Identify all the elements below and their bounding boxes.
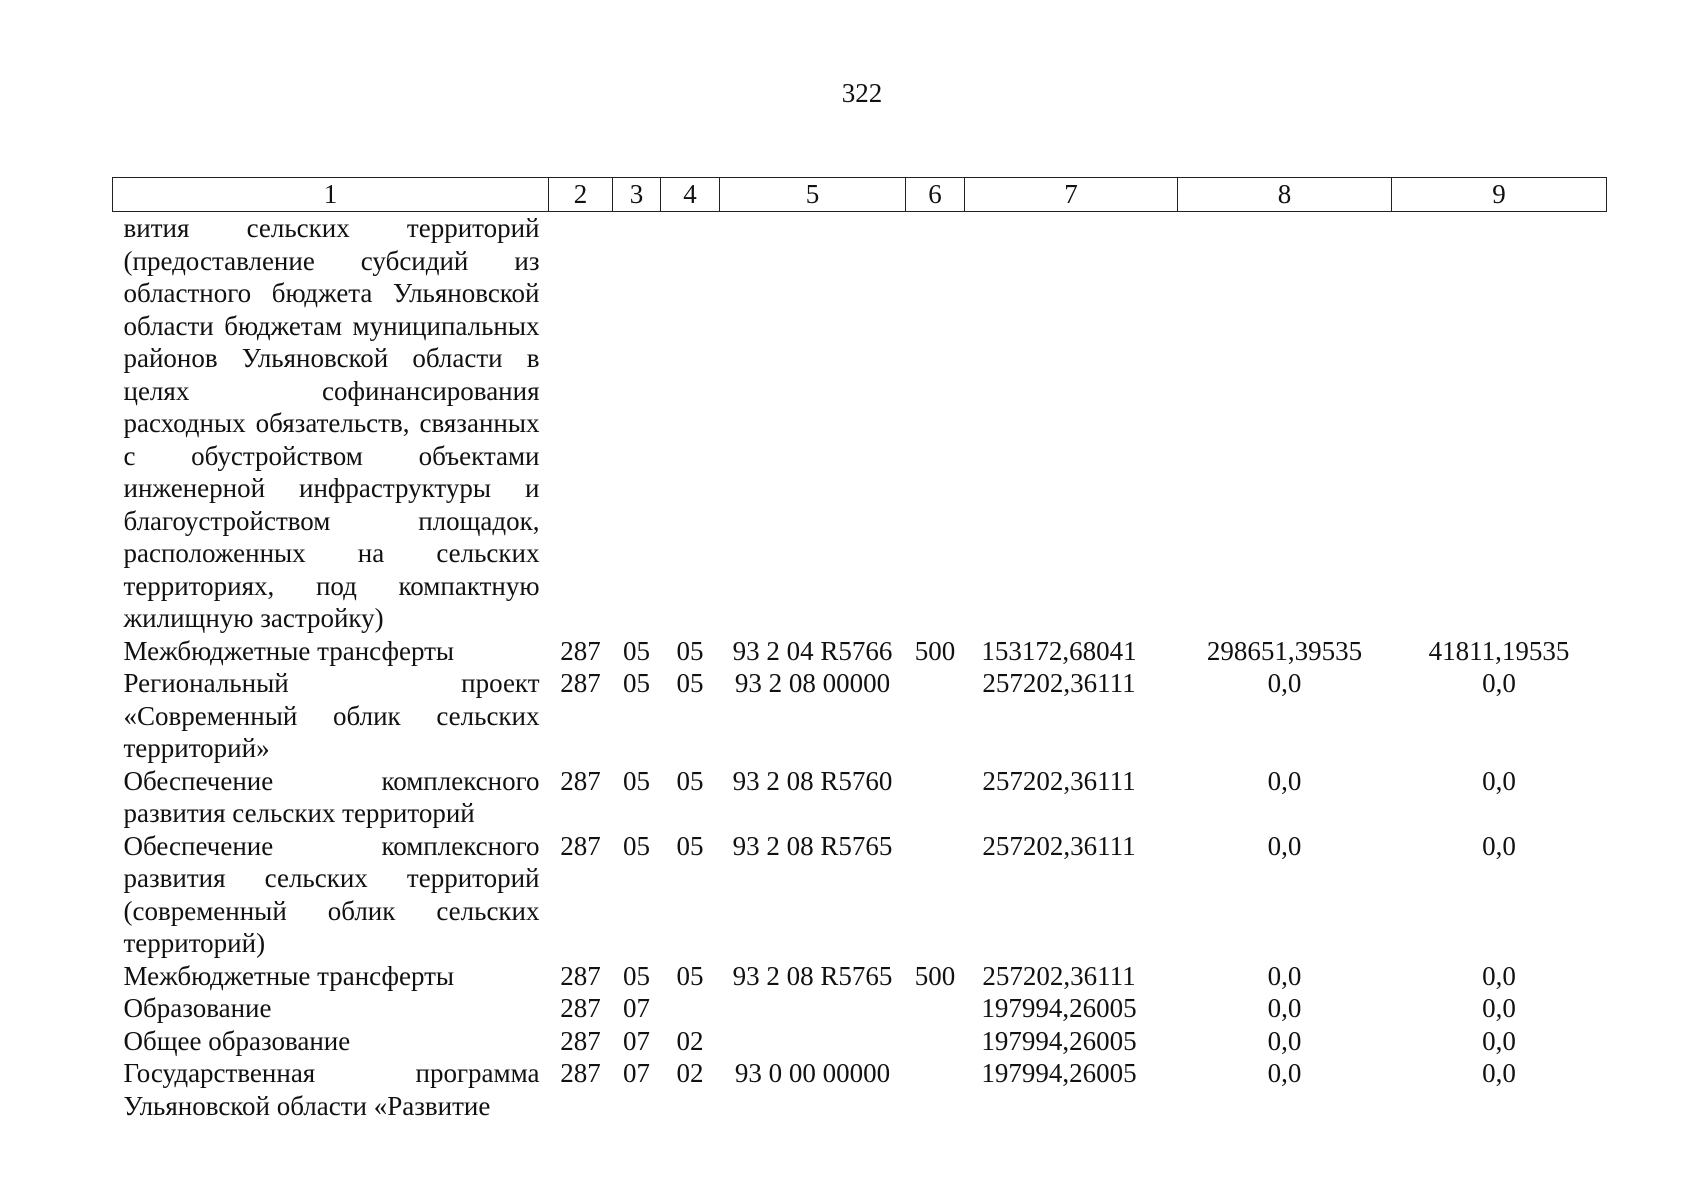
row-amount-col9: 41811,19535 xyxy=(1428,635,1570,666)
row-admin-code: 287 xyxy=(560,635,601,666)
row-amount-col7: 257202,36111 xyxy=(982,830,1136,861)
row-admin-code: 287 xyxy=(560,993,601,1023)
row-subsection: 05 xyxy=(676,960,704,991)
row-expense-type xyxy=(906,667,965,765)
table-row xyxy=(113,1057,1607,1122)
header-cell-4: 4 xyxy=(661,178,720,212)
row-target-article xyxy=(720,992,906,1025)
header-cell-2: 2 xyxy=(549,178,613,212)
row-subsection xyxy=(661,212,720,635)
header-cell-7: 7 xyxy=(965,178,1178,212)
row-amount-col9: 0,0 xyxy=(1482,1025,1516,1056)
row-amount-col8: 0,0 xyxy=(1267,668,1302,698)
row-amount-col9 xyxy=(1392,212,1607,635)
row-target-article: 93 2 08 R5765 xyxy=(732,830,893,861)
row-subsection xyxy=(661,992,720,1025)
page-number: 322 xyxy=(841,78,883,108)
row-amount-col8: 0,0 xyxy=(1267,830,1302,861)
table-row xyxy=(113,212,1607,635)
row-amount-col7: 197994,26005 xyxy=(981,1058,1137,1088)
row-amount-col8: 298651,39535 xyxy=(1206,635,1363,666)
budget-table xyxy=(112,177,1607,1122)
row-section: 07 xyxy=(623,993,650,1023)
row-section: 05 xyxy=(623,960,650,991)
row-admin-code: 287 xyxy=(560,960,601,991)
row-amount-col8 xyxy=(1178,212,1392,635)
row-section: 05 xyxy=(623,668,650,698)
row-amount-col8: 0,0 xyxy=(1267,765,1302,796)
row-expense-type xyxy=(906,1057,965,1122)
row-amount-col7 xyxy=(965,212,1178,635)
row-amount-col9: 0,0 xyxy=(1482,960,1516,991)
table-row xyxy=(113,960,1607,993)
row-admin-code xyxy=(549,212,613,635)
row-expense-type xyxy=(906,1025,965,1058)
row-name: Межбюджетные трансферты xyxy=(123,635,455,666)
table-header xyxy=(113,178,1607,212)
row-amount-col7: 153172,68041 xyxy=(981,635,1137,666)
row-target-article xyxy=(720,212,906,635)
row-name: Общее образование xyxy=(123,1025,351,1056)
row-amount-col7: 257202,36111 xyxy=(982,960,1136,991)
row-admin-code: 287 xyxy=(560,1058,601,1088)
row-expense-type xyxy=(906,765,965,830)
row-target-article: 93 2 08 00000 xyxy=(734,668,891,698)
row-expense-type xyxy=(906,992,965,1025)
header-row xyxy=(113,178,1607,212)
row-subsection: 05 xyxy=(676,668,704,698)
row-name: Образование xyxy=(123,993,272,1023)
table-row xyxy=(113,992,1607,1025)
row-name: Межбюджетные трансферты xyxy=(123,960,455,991)
table-row xyxy=(113,1025,1607,1058)
header-cell-8: 8 xyxy=(1178,178,1392,212)
row-subsection: 02 xyxy=(676,1058,704,1088)
table-row xyxy=(113,830,1607,960)
row-subsection: 05 xyxy=(676,765,704,796)
row-name: вития сельских территорий (предоставление субсидий из областного бюджета Ульяновской области бюджетам муниципальных районов Ульяновской области в целях софинансирования расходных обязательств, связанных с обустройством объектами инженерной инфраструктуры и благоустройством площадок, расположенных на сельских территориях, под компактную жилищную застройку) xyxy=(123,213,540,633)
row-admin-code: 287 xyxy=(560,765,601,796)
row-amount-col8: 0,0 xyxy=(1267,993,1302,1023)
row-admin-code: 287 xyxy=(560,668,601,698)
row-name: Обеспечение комплексного развития сельских территорий (современный облик сельских территорий) xyxy=(123,830,540,958)
row-amount-col7: 197994,26005 xyxy=(981,1025,1137,1056)
header-cell-5: 5 xyxy=(720,178,906,212)
table-row xyxy=(113,667,1607,765)
header-cell-1: 1 xyxy=(113,178,549,212)
row-expense-type: 500 xyxy=(914,635,956,666)
row-amount-col9: 0,0 xyxy=(1482,830,1516,861)
row-amount-col9: 0,0 xyxy=(1482,1058,1516,1088)
row-section: 07 xyxy=(623,1058,650,1088)
row-section xyxy=(613,212,661,635)
row-amount-col7: 197994,26005 xyxy=(981,993,1137,1023)
table-body xyxy=(113,212,1607,1123)
row-admin-code: 287 xyxy=(560,830,601,861)
table-row xyxy=(113,635,1607,668)
row-name: Региональный проект «Современный облик сельских территорий» xyxy=(123,668,540,763)
row-section: 05 xyxy=(623,635,650,666)
row-expense-type xyxy=(906,212,965,635)
header-cell-6: 6 xyxy=(906,178,965,212)
row-target-article: 93 2 08 R5760 xyxy=(732,765,893,796)
row-admin-code: 287 xyxy=(560,1025,601,1056)
row-section: 05 xyxy=(623,765,650,796)
row-amount-col7: 257202,36111 xyxy=(982,765,1136,796)
row-target-article: 93 0 00 00000 xyxy=(734,1058,891,1088)
table-row xyxy=(113,765,1607,830)
row-name: Государственная программа Ульяновской области «Развитие xyxy=(123,1058,540,1121)
row-expense-type xyxy=(906,830,965,960)
row-amount-col9: 0,0 xyxy=(1482,668,1516,698)
row-target-article: 93 2 08 R5765 xyxy=(732,960,893,991)
row-subsection: 02 xyxy=(676,1025,704,1056)
row-subsection: 05 xyxy=(676,830,704,861)
row-amount-col8: 0,0 xyxy=(1267,1058,1302,1088)
row-section: 05 xyxy=(623,830,650,861)
row-subsection: 05 xyxy=(676,635,704,666)
row-amount-col8: 0,0 xyxy=(1267,960,1302,991)
row-target-article xyxy=(720,1025,906,1058)
row-target-article: 93 2 04 R5766 xyxy=(732,635,893,666)
header-cell-3: 3 xyxy=(613,178,661,212)
row-name: Обеспечение комплексного развития сельских территорий xyxy=(123,765,540,828)
row-section: 07 xyxy=(623,1025,650,1056)
row-amount-col8: 0,0 xyxy=(1267,1025,1302,1056)
row-expense-type: 500 xyxy=(914,960,956,991)
header-cell-9: 9 xyxy=(1392,178,1607,212)
row-amount-col9: 0,0 xyxy=(1482,765,1516,796)
row-amount-col7: 257202,36111 xyxy=(982,668,1136,698)
row-amount-col9: 0,0 xyxy=(1482,993,1516,1023)
